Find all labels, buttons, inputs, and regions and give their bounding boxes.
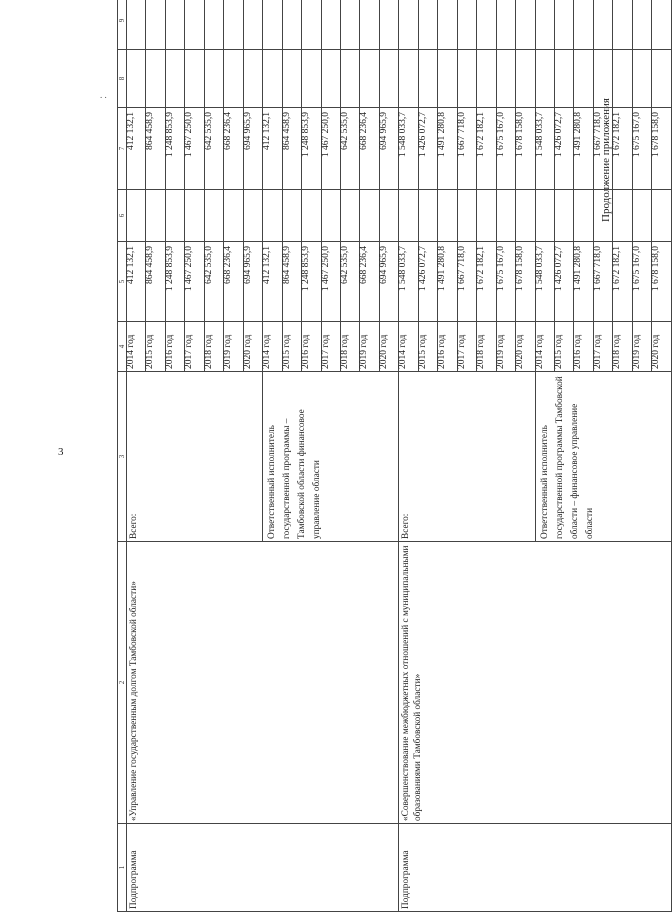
empty-cell [593, 50, 612, 108]
empty-cell [282, 50, 301, 108]
year-cell: 2019 год [632, 322, 651, 372]
empty-cell [146, 50, 165, 108]
empty-cell [632, 50, 651, 108]
empty-cell [399, 50, 418, 108]
amount-cell: 412 132,1 [127, 108, 146, 190]
empty-cell [302, 0, 321, 50]
empty-cell [302, 190, 321, 242]
empty-cell [127, 50, 146, 108]
executor-cell: Ответственный исполнитель государственной программы – Тамбовской области финансовое управление области [263, 372, 399, 542]
amount-cell: 694 965,9 [243, 242, 262, 322]
amount-cell: 412 132,1 [263, 108, 282, 190]
empty-cell [224, 0, 243, 50]
year-cell: 2018 год [477, 322, 496, 372]
section-type-cell: Подпрограмма [399, 824, 672, 912]
empty-cell [399, 0, 418, 50]
year-cell: 2015 год [554, 322, 573, 372]
empty-cell [477, 0, 496, 50]
empty-cell [379, 190, 398, 242]
column-number: 6 [118, 190, 127, 242]
year-cell: 2019 год [360, 322, 379, 372]
empty-cell [457, 190, 476, 242]
year-cell: 2019 год [496, 322, 515, 372]
empty-cell [613, 50, 632, 108]
empty-cell [613, 190, 632, 242]
amount-cell: 1 675 167,0 [496, 108, 515, 190]
page-number: 3 [58, 446, 64, 458]
year-cell: 2015 год [146, 322, 165, 372]
empty-cell [360, 0, 379, 50]
empty-cell [340, 50, 359, 108]
year-cell: 2017 год [593, 322, 612, 372]
empty-cell [496, 190, 515, 242]
empty-cell [263, 190, 282, 242]
empty-cell [321, 0, 340, 50]
empty-cell [652, 190, 672, 242]
amount-cell: 1 672 182,1 [477, 108, 496, 190]
amount-cell: 1 467 250,0 [321, 242, 340, 322]
amount-cell: 1 426 072,7 [554, 108, 573, 190]
amount-cell: 694 965,9 [379, 108, 398, 190]
amount-cell: 1 491 280,8 [438, 242, 457, 322]
year-cell: 2017 год [185, 322, 204, 372]
budget-table [117, 0, 672, 912]
page-heading: Продолжение приложения [600, 98, 612, 222]
empty-cell [438, 190, 457, 242]
year-cell: 2020 год [652, 322, 672, 372]
year-cell: 2020 год [243, 322, 262, 372]
column-number: 8 [118, 50, 127, 108]
table-row [127, 0, 146, 912]
year-cell: 2016 год [574, 322, 593, 372]
empty-cell [127, 0, 146, 50]
empty-cell [593, 190, 612, 242]
empty-cell [263, 50, 282, 108]
amount-cell: 1 667 718,0 [457, 108, 476, 190]
empty-cell [263, 0, 282, 50]
amount-cell: 1 672 182,1 [613, 108, 632, 190]
amount-cell: 1 548 033,7 [535, 242, 554, 322]
column-number: 4 [118, 322, 127, 372]
empty-cell [554, 190, 573, 242]
empty-cell [496, 0, 515, 50]
amount-cell: 642 535,0 [204, 242, 223, 322]
empty-cell [204, 190, 223, 242]
empty-cell [477, 190, 496, 242]
amount-cell: 1 678 158,0 [516, 242, 535, 322]
column-number: 5 [118, 242, 127, 322]
empty-cell [321, 50, 340, 108]
amount-cell: 1 248 853,9 [302, 108, 321, 190]
empty-cell [496, 50, 515, 108]
year-cell: 2017 год [321, 322, 340, 372]
amount-cell: 1 467 250,0 [185, 242, 204, 322]
empty-cell [165, 190, 184, 242]
table-row [399, 0, 418, 912]
year-cell: 2020 год [516, 322, 535, 372]
empty-cell [535, 0, 554, 50]
amount-cell: 1 467 250,0 [321, 108, 340, 190]
empty-cell [360, 50, 379, 108]
year-cell: 2017 год [457, 322, 476, 372]
empty-cell [243, 0, 262, 50]
empty-cell [574, 190, 593, 242]
amount-cell: 1 248 853,9 [302, 242, 321, 322]
amount-cell: 1 678 158,0 [652, 108, 672, 190]
empty-cell [632, 190, 651, 242]
amount-cell: 1 672 182,1 [477, 242, 496, 322]
empty-cell [165, 0, 184, 50]
empty-cell [535, 50, 554, 108]
amount-cell: 1 548 033,7 [535, 108, 554, 190]
amount-cell: 642 535,0 [340, 242, 359, 322]
empty-cell [535, 190, 554, 242]
amount-cell: 1 672 182,1 [613, 242, 632, 322]
year-cell: 2016 год [438, 322, 457, 372]
amount-cell: 1 248 853,9 [165, 108, 184, 190]
empty-cell [438, 50, 457, 108]
empty-cell [632, 0, 651, 50]
total-label-cell: Всего: [127, 372, 263, 542]
amount-cell: 668 236,4 [224, 242, 243, 322]
empty-cell [204, 50, 223, 108]
amount-cell: 694 965,9 [243, 108, 262, 190]
year-cell: 2020 год [379, 322, 398, 372]
empty-cell [574, 50, 593, 108]
year-cell: 2014 год [127, 322, 146, 372]
column-number: 7 [118, 108, 127, 190]
amount-cell: 1 491 280,8 [574, 108, 593, 190]
amount-cell: 1 675 167,0 [632, 108, 651, 190]
column-number: 9 [118, 0, 127, 50]
year-cell: 2016 год [302, 322, 321, 372]
amount-cell: 864 458,9 [282, 108, 301, 190]
amount-cell: 642 535,0 [204, 108, 223, 190]
amount-cell: 1 248 853,9 [165, 242, 184, 322]
empty-cell [224, 50, 243, 108]
empty-cell [224, 190, 243, 242]
column-number: 2 [118, 542, 127, 824]
amount-cell: 642 535,0 [340, 108, 359, 190]
empty-cell [165, 50, 184, 108]
amount-cell: 1 426 072,7 [554, 242, 573, 322]
amount-cell: 1 491 280,8 [438, 108, 457, 190]
empty-cell [146, 0, 165, 50]
executor-cell: Ответственный исполнитель государственной программы Тамбовской области – финансовое управление области [535, 372, 671, 542]
empty-cell [516, 190, 535, 242]
empty-cell [321, 190, 340, 242]
empty-cell [204, 0, 223, 50]
amount-cell: 1 675 167,0 [632, 242, 651, 322]
column-number: 3 [118, 372, 127, 542]
amount-cell: 1 678 158,0 [652, 242, 672, 322]
empty-cell [146, 190, 165, 242]
empty-cell [516, 0, 535, 50]
section-name-cell: «Управление государственным долгом Тамбовской области» [127, 542, 399, 824]
empty-cell [360, 190, 379, 242]
year-cell: 2018 год [340, 322, 359, 372]
empty-cell [457, 50, 476, 108]
empty-cell [282, 0, 301, 50]
section-name-cell: «Совершенствование межбюджетных отношений с муниципальными образованиями Тамбовской области» [399, 542, 672, 824]
year-cell: 2014 год [535, 322, 554, 372]
empty-cell [652, 50, 672, 108]
empty-cell [457, 0, 476, 50]
amount-cell: 1 667 718,0 [457, 242, 476, 322]
amount-cell: 668 236,4 [360, 108, 379, 190]
amount-cell: 1 548 033,7 [399, 242, 418, 322]
year-cell: 2016 год [165, 322, 184, 372]
empty-cell [243, 190, 262, 242]
amount-cell: 694 965,9 [379, 242, 398, 322]
year-cell: 2018 год [204, 322, 223, 372]
rotated-table-wrap [117, 0, 672, 912]
empty-cell [282, 190, 301, 242]
amount-cell: 864 458,9 [282, 242, 301, 322]
scan-marks: . . [100, 90, 107, 100]
amount-cell: 1 426 072,7 [418, 242, 437, 322]
amount-cell: 668 236,4 [224, 108, 243, 190]
amount-cell: 1 491 280,8 [574, 242, 593, 322]
empty-cell [652, 0, 672, 50]
amount-cell: 864 458,9 [146, 242, 165, 322]
empty-cell [243, 50, 262, 108]
empty-cell [399, 190, 418, 242]
amount-cell: 1 667 718,0 [593, 242, 612, 322]
empty-cell [185, 50, 204, 108]
empty-cell [477, 50, 496, 108]
year-cell: 2014 год [399, 322, 418, 372]
year-cell: 2019 год [224, 322, 243, 372]
empty-cell [516, 50, 535, 108]
year-cell: 2015 год [418, 322, 437, 372]
amount-cell: 864 458,9 [146, 108, 165, 190]
empty-cell [379, 0, 398, 50]
empty-cell [302, 50, 321, 108]
empty-cell [554, 50, 573, 108]
empty-cell [418, 190, 437, 242]
total-label-cell: Всего: [399, 372, 535, 542]
empty-cell [418, 50, 437, 108]
empty-cell [185, 190, 204, 242]
amount-cell: 412 132,1 [127, 242, 146, 322]
amount-cell: 412 132,1 [263, 242, 282, 322]
year-cell: 2014 год [263, 322, 282, 372]
year-cell: 2015 год [282, 322, 301, 372]
empty-cell [613, 0, 632, 50]
amount-cell: 1 667 718,0 [593, 108, 612, 190]
amount-cell: 1 675 167,0 [496, 242, 515, 322]
empty-cell [379, 50, 398, 108]
year-cell: 2018 год [613, 322, 632, 372]
amount-cell: 1 467 250,0 [185, 108, 204, 190]
empty-cell [438, 0, 457, 50]
amount-cell: 1 678 158,0 [516, 108, 535, 190]
empty-cell [574, 0, 593, 50]
amount-cell: 1 548 033,7 [399, 108, 418, 190]
empty-cell [593, 0, 612, 50]
empty-cell [340, 0, 359, 50]
section-type-cell: Подпрограмма [127, 824, 399, 912]
empty-cell [418, 0, 437, 50]
empty-cell [127, 190, 146, 242]
column-number: 1 [118, 824, 127, 912]
empty-cell [554, 0, 573, 50]
empty-cell [340, 190, 359, 242]
amount-cell: 668 236,4 [360, 242, 379, 322]
amount-cell: 1 426 072,7 [418, 108, 437, 190]
empty-cell [185, 0, 204, 50]
